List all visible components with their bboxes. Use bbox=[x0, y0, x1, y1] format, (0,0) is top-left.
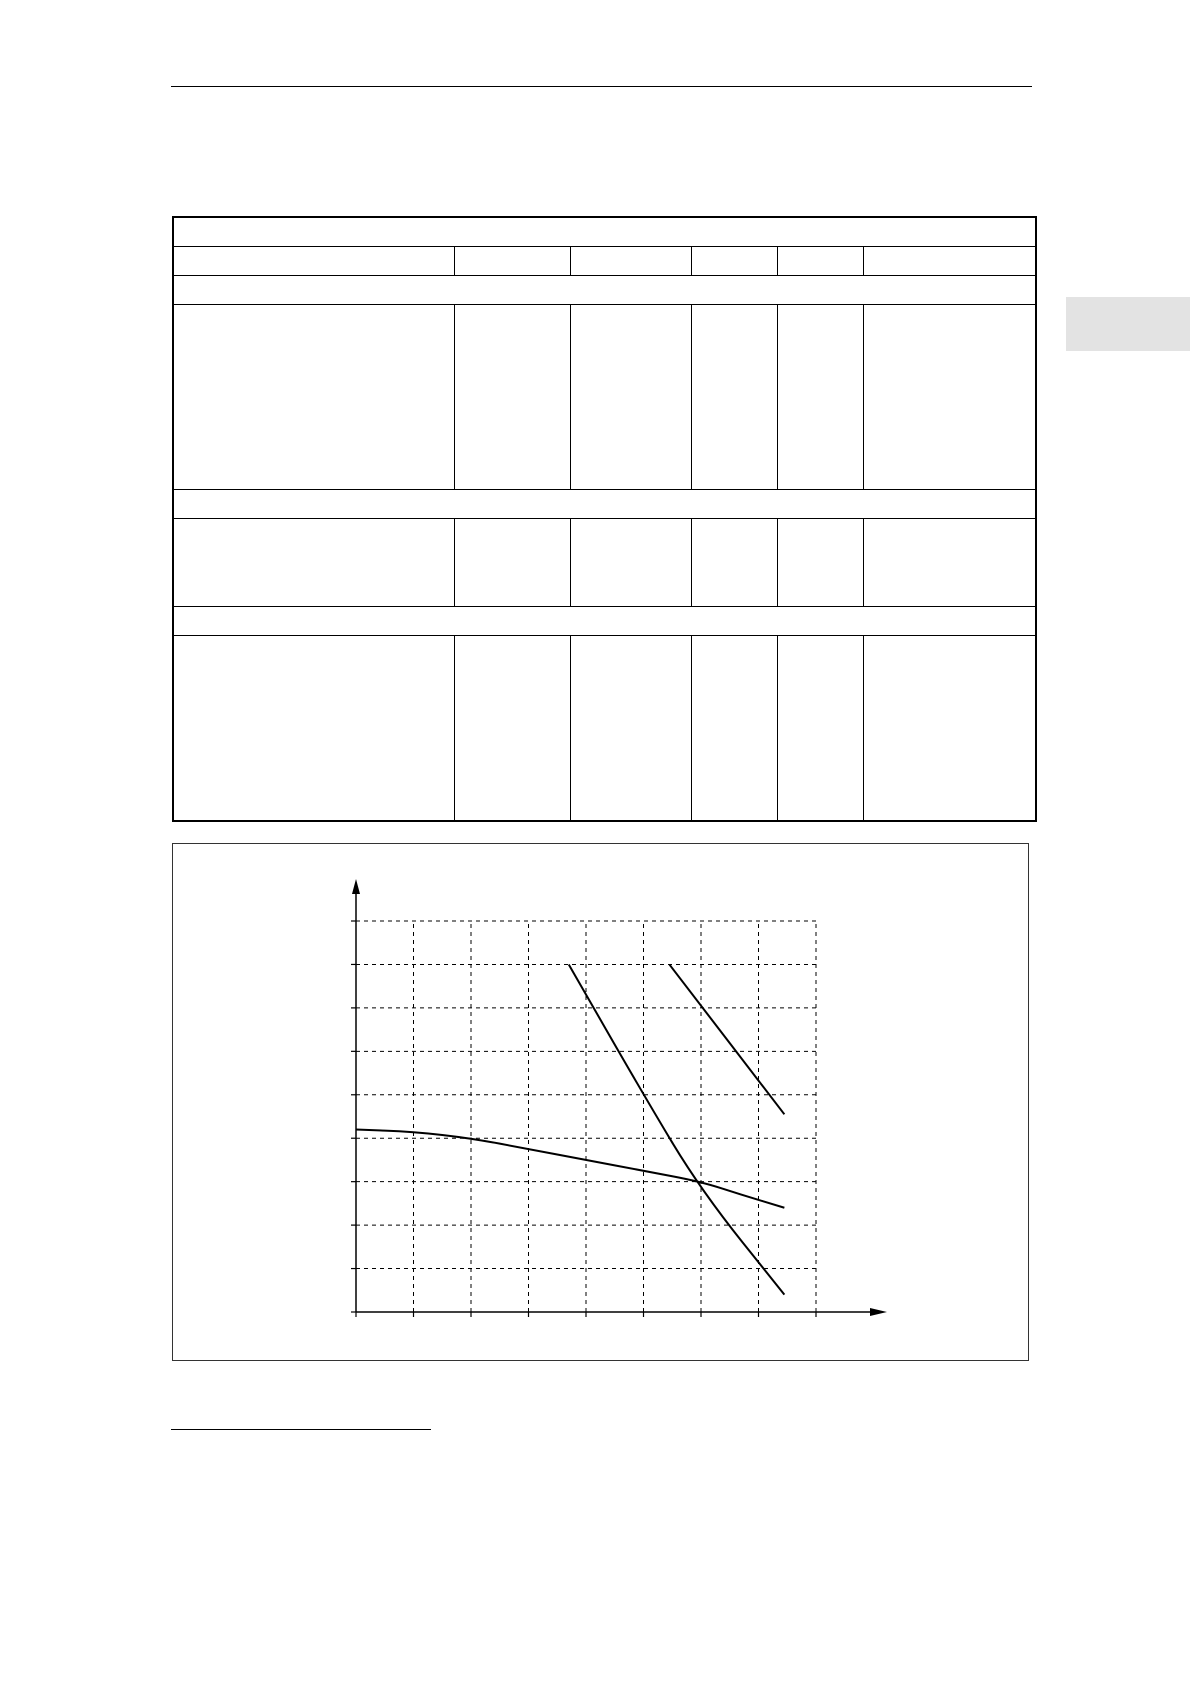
table-row bbox=[173, 304, 1036, 489]
column-header bbox=[454, 246, 570, 275]
footnote-rule bbox=[171, 1429, 431, 1430]
column-header bbox=[691, 246, 777, 275]
section-heading bbox=[173, 489, 1036, 518]
table-header-row bbox=[173, 246, 1036, 275]
section-tab bbox=[1066, 297, 1190, 351]
table-row bbox=[173, 635, 1036, 821]
column-header bbox=[777, 246, 863, 275]
table-cell bbox=[863, 518, 1036, 606]
column-header bbox=[173, 246, 454, 275]
series-line-3 bbox=[669, 964, 784, 1114]
section-heading bbox=[173, 606, 1036, 635]
table-cell bbox=[570, 304, 691, 489]
table-cell bbox=[863, 304, 1036, 489]
table-cell bbox=[691, 635, 777, 821]
series-line-1 bbox=[356, 1130, 784, 1208]
characteristic-curve-figure bbox=[172, 843, 1029, 1361]
column-header bbox=[570, 246, 691, 275]
series-line-2 bbox=[569, 964, 785, 1294]
table-cell bbox=[454, 304, 570, 489]
table-cell bbox=[777, 304, 863, 489]
table-title bbox=[173, 217, 1036, 246]
table-cell bbox=[777, 518, 863, 606]
table-cell bbox=[173, 518, 454, 606]
table-cell bbox=[691, 304, 777, 489]
column-header bbox=[863, 246, 1036, 275]
x-axis-arrow-icon bbox=[870, 1308, 887, 1316]
header-rule bbox=[171, 86, 1032, 87]
table-cell bbox=[454, 518, 570, 606]
table-cell bbox=[173, 635, 454, 821]
table-cell bbox=[454, 635, 570, 821]
table-cell bbox=[863, 635, 1036, 821]
section-heading bbox=[173, 275, 1036, 304]
line-chart bbox=[173, 844, 1030, 1362]
table-row bbox=[173, 518, 1036, 606]
table-cell bbox=[173, 304, 454, 489]
specification-table bbox=[172, 216, 1037, 822]
table-cell bbox=[570, 635, 691, 821]
table-cell bbox=[777, 635, 863, 821]
y-axis-arrow-icon bbox=[352, 879, 360, 894]
table-cell bbox=[570, 518, 691, 606]
table-cell bbox=[691, 518, 777, 606]
